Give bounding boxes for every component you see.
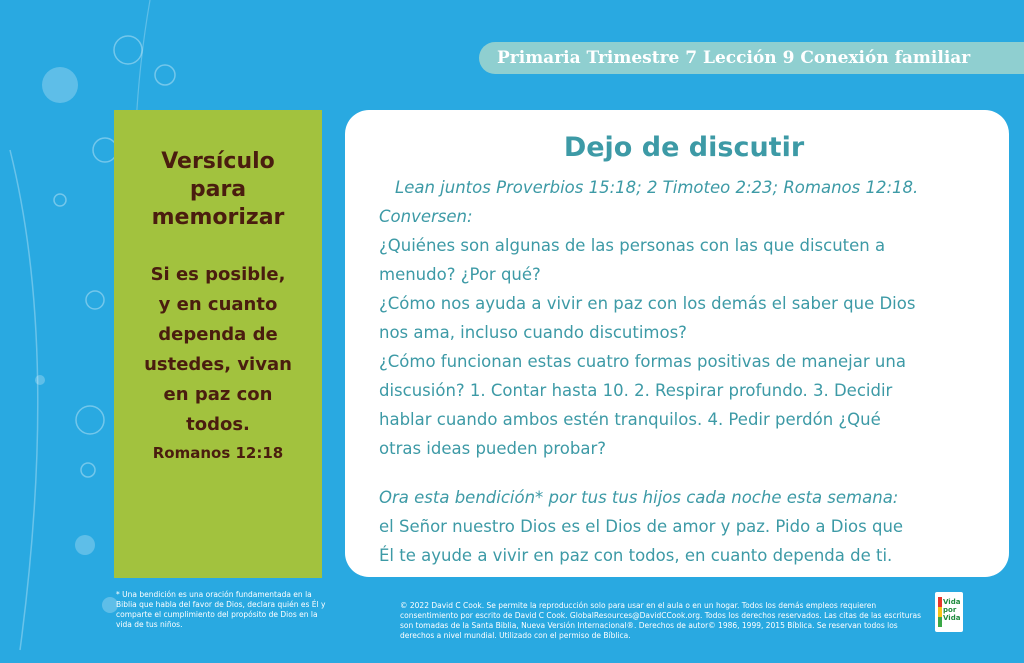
vida-por-vida-logo: Vida por Vida — [935, 592, 963, 632]
lesson-card — [345, 110, 1009, 577]
lesson-title: Dejo de discutir — [563, 132, 805, 163]
question-2: ¿Cómo nos ayuda a vivir en paz con los demás el saber que Dios nos ama, incluso cuando discutimos? — [379, 294, 916, 342]
question-3: ¿Cómo funcionan estas cuatro formas positivas de manejar una discusión? 1. Contar hasta 10. 2. Respirar profundo. 3. Decidir hablar cuando ambos estén tranquilos. 4. Pedir perdón ¿Qué otras ideas pueden probar? — [379, 352, 906, 458]
blessing-text: el Señor nuestro Dios es el Dios de amor y paz. Pido a Dios que Él te ayude a vivir en paz con todos, en cuanto dependa de ti. — [379, 517, 904, 565]
copyright-notice: © 2022 David C Cook. Se permite la reproducción solo para usar en el aula o en un hogar. Todos los demás empleos requieren consentimiento por escrito de David C Cook. GlobalResources@DavidCCook.org. Todos los derechos reservados. Las citas de las escrituras son tomadas de la Santa Biblia, Nueva Versión Internacional®. Derechos de autor© 1986, 1999, 2015 Bíblica. Se reservan todos los derechos a nivel mundial. Utilizado con el permiso de Bíblica. — [400, 601, 922, 640]
question-1: ¿Quiénes son algunas de las personas con las que discuten a menudo? ¿Por qué? — [379, 236, 886, 284]
lesson-header: Primaria Trimestre 7 Lección 9 Conexión familiar — [479, 42, 1024, 74]
blessing-footnote: * Una bendición es una oración fundamentada en la Biblia que habla del favor de Dios, declara quién es Él y comparte el cumplimiento del propósito de Dios en la vida de tus niños. — [116, 590, 326, 629]
memory-verse-title: Versículo para memorizar — [151, 149, 285, 230]
discuss-label: Conversen: — [379, 207, 473, 226]
prayer-instruction: Ora esta bendición* por tus tus hijos cada noche esta semana: — [379, 488, 899, 507]
logo-stripe-icon — [938, 597, 942, 627]
memory-verse-reference: Romanos 12:18 — [152, 444, 284, 462]
memory-verse-panel — [114, 110, 322, 578]
memory-verse-text: Si es posible, y en cuanto dependa de ustedes, vivan en paz con todos. — [144, 264, 292, 435]
reading-instruction: Lean juntos Proverbios 15:18; 2 Timoteo 2:23; Romanos 12:18. — [395, 178, 919, 197]
